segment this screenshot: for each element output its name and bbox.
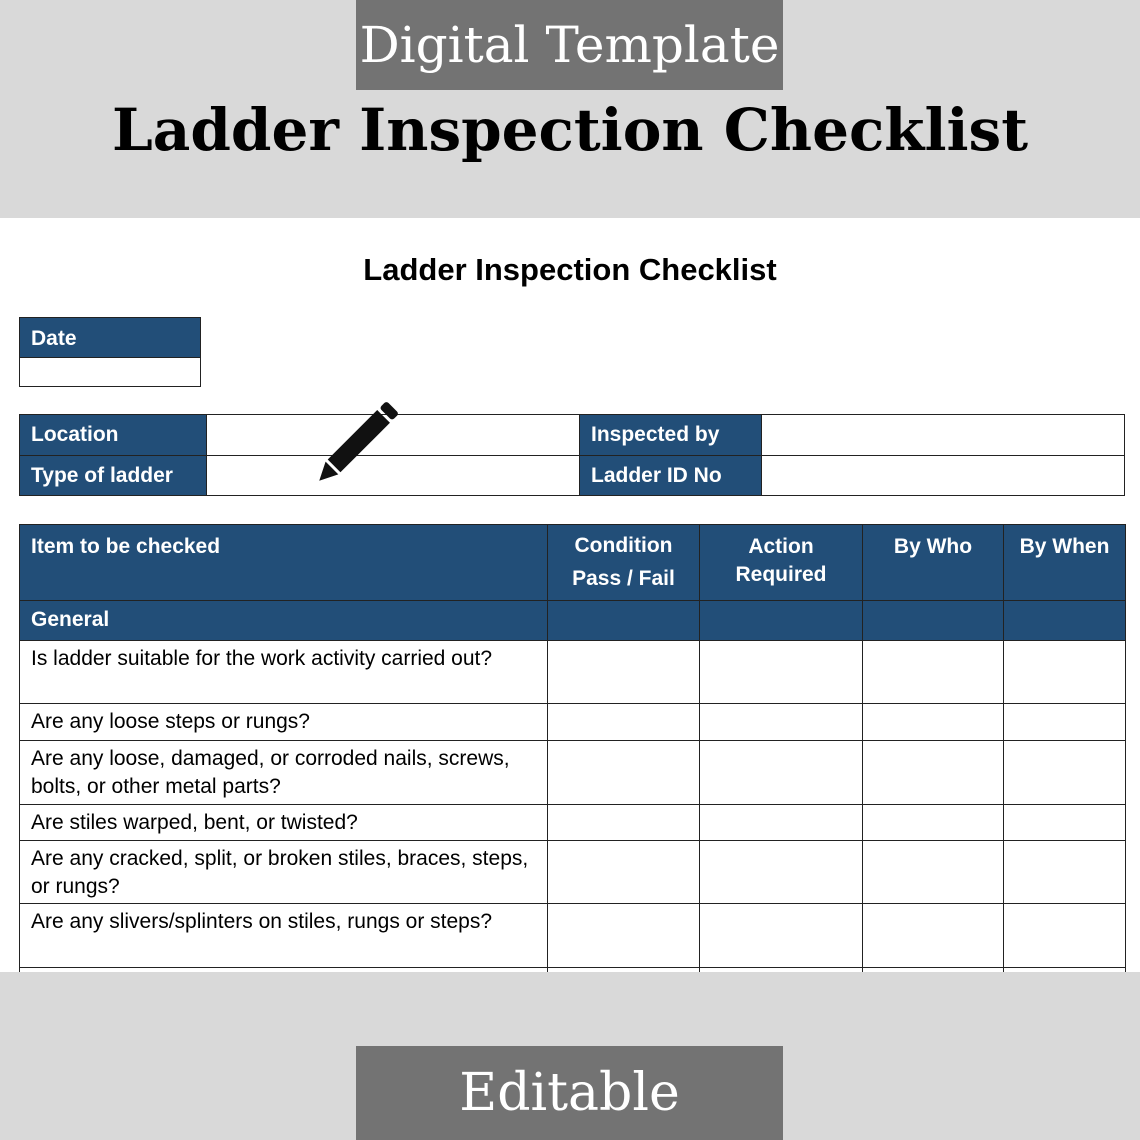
section-general: General: [19, 600, 548, 641]
page-title: Ladder Inspection Checklist: [363, 252, 777, 287]
date-field[interactable]: [19, 357, 201, 387]
checklist-action-required-cell[interactable]: [699, 640, 863, 704]
checklist-item: Are any cracked, split, or broken stiles, braces, steps, or rungs?: [19, 840, 548, 904]
checklist-item: Are stiles warped, bent, or twisted?: [19, 804, 548, 841]
checklist-by-when-cell[interactable]: [1003, 804, 1126, 841]
column-header-item: Item to be checked: [19, 524, 548, 601]
inspected-by-label: Inspected by: [579, 414, 762, 456]
checklist-condition-cell[interactable]: [547, 740, 700, 805]
checklist-condition-cell[interactable]: [547, 903, 700, 968]
checklist-action-required-cell[interactable]: [699, 703, 863, 741]
column-header-by-who: By Who: [862, 524, 1004, 601]
section-cell: [547, 600, 700, 641]
location-label: Location: [19, 414, 207, 456]
pencil-icon: [308, 396, 404, 492]
checklist-by-who-cell[interactable]: [862, 703, 1004, 741]
checklist-condition-cell[interactable]: [547, 703, 700, 741]
checklist-item: Are any loose, damaged, or corroded nails, screws, bolts, or other metal parts?: [19, 740, 548, 805]
digital-template-label: Digital Template: [356, 0, 783, 90]
checklist-action-required-cell[interactable]: [699, 903, 863, 968]
checklist-by-who-cell[interactable]: [862, 840, 1004, 904]
checklist-by-who-cell[interactable]: [862, 804, 1004, 841]
column-header-action-required: Action Required: [699, 524, 863, 601]
ladder-id-field[interactable]: [761, 455, 1125, 496]
section-cell: [862, 600, 1004, 641]
checklist-by-when-cell[interactable]: [1003, 640, 1126, 704]
banner-title: Ladder Inspection Checklist: [112, 96, 1028, 164]
ladder-id-label: Ladder ID No: [579, 455, 762, 496]
checklist-by-when-cell[interactable]: [1003, 840, 1126, 904]
checklist-by-when-cell[interactable]: [1003, 703, 1126, 741]
date-label: Date: [19, 317, 201, 358]
checklist-by-who-cell[interactable]: [862, 640, 1004, 704]
column-header-condition: Condition Pass / Fail: [547, 524, 700, 601]
checklist-by-when-cell[interactable]: [1003, 903, 1126, 968]
checklist-by-when-cell[interactable]: [1003, 740, 1126, 805]
checklist-by-who-cell[interactable]: [862, 903, 1004, 968]
checklist-condition-cell[interactable]: [547, 640, 700, 704]
section-cell: [1003, 600, 1126, 641]
type-of-ladder-label: Type of ladder: [19, 455, 207, 496]
inspected-by-field[interactable]: [761, 414, 1125, 456]
checklist-item: Are any slivers/splinters on stiles, rungs or steps?: [19, 903, 548, 968]
checklist-action-required-cell[interactable]: [699, 804, 863, 841]
editable-label: Editable: [356, 1046, 783, 1140]
checklist-item: Are any loose steps or rungs?: [19, 703, 548, 741]
checklist-condition-cell[interactable]: [547, 840, 700, 904]
checklist-action-required-cell[interactable]: [699, 840, 863, 904]
column-header-by-when: By When: [1003, 524, 1126, 601]
section-cell: [699, 600, 863, 641]
checklist-item: Is ladder suitable for the work activity carried out?: [19, 640, 548, 704]
checklist-by-who-cell[interactable]: [862, 740, 1004, 805]
checklist-condition-cell[interactable]: [547, 804, 700, 841]
checklist-action-required-cell[interactable]: [699, 740, 863, 805]
